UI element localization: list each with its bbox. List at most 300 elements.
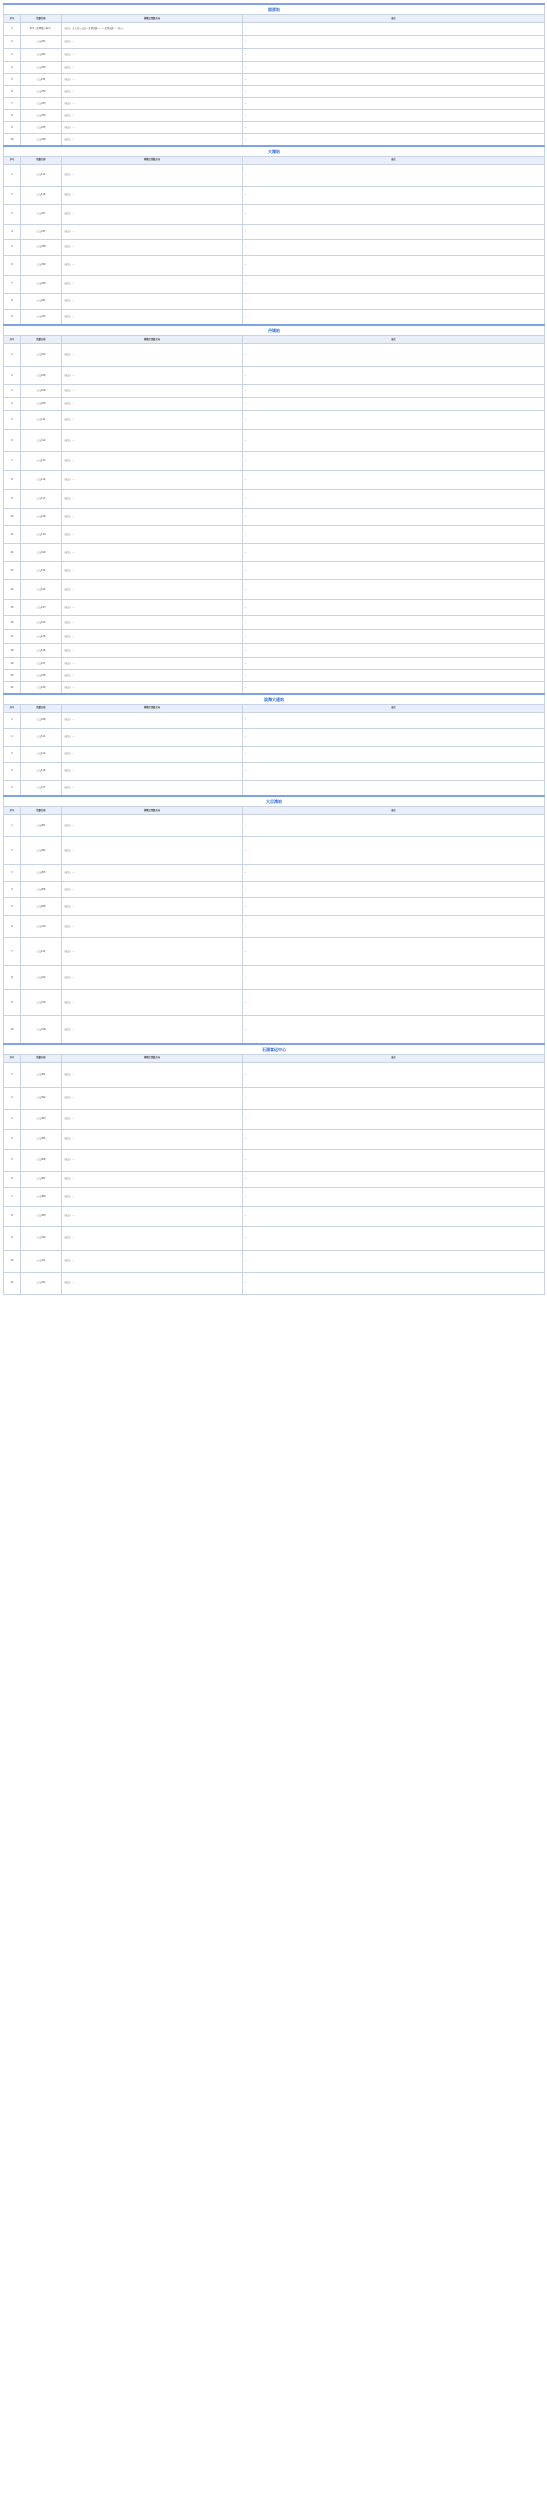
line-route: （起点）… <box>62 966 243 990</box>
line-notes: … <box>243 658 545 670</box>
column-header: 线路名称 <box>21 156 62 164</box>
table-row <box>4 865 545 882</box>
line-notes: … <box>243 509 545 526</box>
table-row <box>4 728 545 746</box>
line-route: （起点）… <box>62 293 243 309</box>
column-header: 备注 <box>243 156 545 164</box>
section-header-row <box>4 325 545 336</box>
column-header: 线路名称 <box>21 807 62 815</box>
line-name: 公交222 <box>21 49 62 62</box>
row-number: 2 <box>4 837 21 865</box>
table-row <box>4 762 545 780</box>
line-name: 公交125 <box>21 630 62 644</box>
line-notes: … <box>243 1187 545 1206</box>
line-route: （起点）… <box>62 526 243 544</box>
line-name: 公交241 <box>21 293 62 309</box>
line-name: 公交302 <box>21 1087 62 1109</box>
line-route: （起点）… <box>62 186 243 204</box>
line-notes: … <box>243 98 545 110</box>
line-route: （起点）… <box>62 616 243 630</box>
table-row <box>4 430 545 452</box>
line-name: 公交112 <box>21 430 62 452</box>
row-number: 1 <box>4 23 21 36</box>
line-notes: … <box>243 616 545 630</box>
table-row <box>4 411 545 430</box>
row-number: 5 <box>4 898 21 916</box>
row-number: 13 <box>4 562 21 580</box>
line-notes: … <box>243 490 545 509</box>
line-route: （起点）… <box>62 815 243 837</box>
row-number: 8 <box>4 293 21 309</box>
row-number: 17 <box>4 630 21 644</box>
table-row <box>4 1062 545 1087</box>
line-name: 公交201 <box>21 815 62 837</box>
line-notes: … <box>243 966 545 990</box>
route-adjustment-document <box>3 3 544 1295</box>
line-route: （起点）… <box>62 110 243 122</box>
line-route: （起点）… <box>62 224 243 239</box>
line-notes: … <box>243 600 545 616</box>
table-row <box>4 815 545 837</box>
route-table <box>3 3 545 1295</box>
row-number: 4 <box>4 882 21 898</box>
line-notes: … <box>243 670 545 682</box>
line-route: （起点）… <box>62 74 243 86</box>
line-name: 公交114 <box>21 471 62 490</box>
line-notes: … <box>243 938 545 966</box>
line-notes: … <box>243 682 545 694</box>
table-row <box>4 1087 545 1109</box>
line-route: （起点）… <box>62 86 243 98</box>
line-route: （起点）… <box>62 36 243 49</box>
line-route: （起点）… <box>62 134 243 146</box>
table-row <box>4 682 545 694</box>
row-number: 18 <box>4 644 21 658</box>
table-row <box>4 780 545 796</box>
line-notes: … <box>243 452 545 471</box>
row-number: 19 <box>4 658 21 670</box>
section-title: 大目湾站 <box>4 796 545 807</box>
row-number: 4 <box>4 762 21 780</box>
line-name: 公交301 <box>21 1062 62 1087</box>
column-header: 序号 <box>4 336 21 344</box>
column-header-row <box>4 1054 545 1062</box>
line-name: 221（原调整后221） <box>21 23 62 36</box>
line-name: 公交311 <box>21 1250 62 1272</box>
line-route: （起点）… <box>62 1016 243 1044</box>
line-notes: … <box>243 1206 545 1226</box>
section-title: 滨海大道站 <box>4 694 545 705</box>
row-number: 2 <box>4 728 21 746</box>
line-route: （起点）… <box>62 1109 243 1129</box>
line-name: 公交106 <box>21 712 62 728</box>
row-number: 11 <box>4 1272 21 1294</box>
row-number: 8 <box>4 1206 21 1226</box>
column-header: 线路名称 <box>21 1054 62 1062</box>
line-route: （起点）… <box>62 62 243 74</box>
line-name: 公交116 <box>21 186 62 204</box>
line-notes: … <box>243 367 545 385</box>
line-name: 公交214 <box>21 966 62 990</box>
table-row <box>4 644 545 658</box>
line-name: 公交127 <box>21 658 62 670</box>
line-route: （起点）… <box>62 452 243 471</box>
line-name: 公交212 <box>21 938 62 966</box>
line-route: （起点）火车站公交站—北塘北路—…—北塘南路…（终点） <box>62 23 243 36</box>
line-name: 公交126 <box>21 644 62 658</box>
line-route: （起点）… <box>62 837 243 865</box>
line-route: （起点）… <box>62 630 243 644</box>
section-title: 固原站 <box>4 4 545 15</box>
line-notes: … <box>243 882 545 898</box>
line-name: 公交117 <box>21 780 62 796</box>
section-header-row <box>4 4 545 15</box>
line-name: 公交202 <box>21 837 62 865</box>
row-number: 1 <box>4 815 21 837</box>
line-notes: … <box>243 1109 545 1129</box>
line-route: （起点）… <box>62 1129 243 1149</box>
line-notes: … <box>243 74 545 86</box>
table-row <box>4 616 545 630</box>
line-name: 公交117 <box>21 490 62 509</box>
row-number: 10 <box>4 134 21 146</box>
line-notes: … <box>243 385 545 398</box>
line-notes: … <box>243 865 545 882</box>
line-route: （起点）… <box>62 938 243 966</box>
column-header: 序号 <box>4 156 21 164</box>
row-number: 9 <box>4 490 21 509</box>
table-row <box>4 509 545 526</box>
column-header: 调整后线路走向 <box>62 1054 243 1062</box>
table-row <box>4 544 545 562</box>
line-name: 公交305 <box>21 1129 62 1149</box>
table-row <box>4 398 545 411</box>
line-route: （起点）… <box>62 344 243 367</box>
line-notes: … <box>243 36 545 49</box>
line-route: （起点）… <box>62 544 243 562</box>
line-route: （起点）… <box>62 255 243 275</box>
table-row <box>4 1250 545 1272</box>
line-name: 公交109 <box>21 398 62 411</box>
column-header: 备注 <box>243 704 545 712</box>
table-row <box>4 36 545 49</box>
line-notes: … <box>243 309 545 325</box>
row-number: 5 <box>4 1149 21 1171</box>
line-route: （起点）… <box>62 1272 243 1294</box>
line-notes: … <box>243 1226 545 1250</box>
line-route: （起点）… <box>62 682 243 694</box>
table-row <box>4 580 545 600</box>
line-notes: … <box>243 62 545 74</box>
line-name: 公交303 <box>21 1109 62 1129</box>
table-row <box>4 309 545 325</box>
column-header-row <box>4 15 545 23</box>
line-name: 公交233 <box>21 98 62 110</box>
column-header: 线路名称 <box>21 336 62 344</box>
column-header-row <box>4 156 545 164</box>
table-row <box>4 186 545 204</box>
column-header: 调整后线路走向 <box>62 704 243 712</box>
table-row <box>4 293 545 309</box>
row-number: 6 <box>4 1171 21 1187</box>
table-row <box>4 98 545 110</box>
row-number: 7 <box>4 1187 21 1206</box>
line-notes: … <box>243 239 545 255</box>
column-header: 序号 <box>4 704 21 712</box>
line-name: 公交218 <box>21 1016 62 1044</box>
line-route: （起点）… <box>62 658 243 670</box>
line-route: （起点）… <box>62 1149 243 1171</box>
line-notes: … <box>243 562 545 580</box>
table-row <box>4 837 545 865</box>
table-row <box>4 1272 545 1294</box>
row-number: 7 <box>4 98 21 110</box>
line-name: 公交312 <box>21 1272 62 1294</box>
line-notes: … <box>243 186 545 204</box>
line-name: 公交310 <box>21 1226 62 1250</box>
table-row <box>4 490 545 509</box>
row-number: 2 <box>4 367 21 385</box>
line-notes: … <box>243 780 545 796</box>
line-name: 公交124 <box>21 616 62 630</box>
row-number: 3 <box>4 746 21 762</box>
section-header-row <box>4 694 545 705</box>
line-notes: … <box>243 916 545 938</box>
table-row <box>4 204 545 224</box>
line-route: （起点）… <box>62 204 243 224</box>
line-route: （起点）… <box>62 1087 243 1109</box>
line-notes: … <box>243 224 545 239</box>
line-notes: … <box>243 580 545 600</box>
row-number: 2 <box>4 36 21 49</box>
table-row <box>4 966 545 990</box>
line-route: （起点）… <box>62 490 243 509</box>
line-route: （起点）… <box>62 644 243 658</box>
line-route: （起点）… <box>62 398 243 411</box>
line-notes: … <box>243 134 545 146</box>
row-number: 6 <box>4 255 21 275</box>
line-notes: … <box>243 411 545 430</box>
row-number: 16 <box>4 616 21 630</box>
row-number: 5 <box>4 239 21 255</box>
line-name: 公交308 <box>21 1187 62 1206</box>
line-notes: … <box>243 990 545 1016</box>
row-number: 20 <box>4 670 21 682</box>
line-route: （起点）… <box>62 580 243 600</box>
line-notes: … <box>243 544 545 562</box>
line-name: 公交243 <box>21 309 62 325</box>
line-notes: … <box>243 110 545 122</box>
row-number: 14 <box>4 580 21 600</box>
line-notes: … <box>243 644 545 658</box>
row-number: 10 <box>4 509 21 526</box>
line-name: 公交122 <box>21 580 62 600</box>
line-route: （起点）… <box>62 865 243 882</box>
column-header: 序号 <box>4 15 21 23</box>
section-header-row <box>4 796 545 807</box>
line-name: 公交121 <box>21 562 62 580</box>
line-notes: … <box>243 1250 545 1272</box>
line-notes: … <box>243 122 545 134</box>
column-header-row <box>4 336 545 344</box>
row-number: 3 <box>4 1109 21 1129</box>
row-number: 8 <box>4 471 21 490</box>
line-name: 公交120 <box>21 544 62 562</box>
line-route: （起点）… <box>62 780 243 796</box>
section-header-row <box>4 1044 545 1055</box>
line-name: 公交116 <box>21 762 62 780</box>
row-number: 5 <box>4 411 21 430</box>
line-route: （起点）… <box>62 122 243 134</box>
table-row <box>4 670 545 682</box>
table-row <box>4 367 545 385</box>
line-route: （起点）… <box>62 562 243 580</box>
table-row <box>4 471 545 490</box>
line-name: 公交205 <box>21 865 62 882</box>
section-header-row <box>4 146 545 157</box>
table-row <box>4 916 545 938</box>
line-route: （起点）… <box>62 670 243 682</box>
line-route: （起点）… <box>62 898 243 916</box>
line-route: （起点）… <box>62 1250 243 1272</box>
table-row <box>4 1109 545 1129</box>
row-number: 8 <box>4 966 21 990</box>
table-row <box>4 882 545 898</box>
column-header-row <box>4 807 545 815</box>
row-number: 3 <box>4 865 21 882</box>
table-row <box>4 344 545 367</box>
table-row <box>4 898 545 916</box>
column-header: 备注 <box>243 336 545 344</box>
line-notes: … <box>243 1272 545 1294</box>
line-name: 公交108 <box>21 385 62 398</box>
line-name: 公交111 <box>21 411 62 430</box>
section-title: 丹城站 <box>4 325 545 336</box>
line-name: 公交216 <box>21 990 62 1016</box>
line-notes: … <box>243 1171 545 1187</box>
line-name: 公交240 <box>21 275 62 293</box>
row-number: 1 <box>4 344 21 367</box>
line-route: （起点）… <box>62 239 243 255</box>
row-number: 2 <box>4 1087 21 1109</box>
line-name: 公交114 <box>21 164 62 186</box>
line-name: 公交106 <box>21 367 62 385</box>
column-header: 调整后线路走向 <box>62 15 243 23</box>
table-row <box>4 990 545 1016</box>
line-route: （起点）… <box>62 762 243 780</box>
line-route: （起点）… <box>62 164 243 186</box>
table-row <box>4 1016 545 1044</box>
row-number: 3 <box>4 204 21 224</box>
line-name: 公交111 <box>21 728 62 746</box>
table-row <box>4 1226 545 1250</box>
line-name: 公交239 <box>21 255 62 275</box>
section-title: 大湖站 <box>4 146 545 157</box>
row-number: 11 <box>4 526 21 544</box>
line-notes: … <box>243 1062 545 1087</box>
line-route: （起点）… <box>62 712 243 728</box>
table-row <box>4 562 545 580</box>
line-notes: … <box>243 526 545 544</box>
column-header: 线路名称 <box>21 15 62 23</box>
table-row <box>4 164 545 186</box>
line-route: （起点）… <box>62 728 243 746</box>
section-title: 石浦客运中心 <box>4 1044 545 1055</box>
column-header: 调整后线路走向 <box>62 336 243 344</box>
line-route: （起点）… <box>62 990 243 1016</box>
line-name: 公交119 <box>21 526 62 544</box>
line-route: （起点）… <box>62 411 243 430</box>
line-notes: … <box>243 23 545 36</box>
line-route: （起点）… <box>62 275 243 293</box>
row-number: 1 <box>4 1062 21 1087</box>
line-name: 公交234 <box>21 110 62 122</box>
column-header: 备注 <box>243 15 545 23</box>
line-name: 公交238 <box>21 239 62 255</box>
column-header: 备注 <box>243 1054 545 1062</box>
table-row <box>4 275 545 293</box>
table-row <box>4 712 545 728</box>
table-row <box>4 1149 545 1171</box>
line-name: 公交306 <box>21 1149 62 1171</box>
line-name: 公交235 <box>21 122 62 134</box>
row-number: 3 <box>4 49 21 62</box>
line-notes: … <box>243 746 545 762</box>
row-number: 3 <box>4 385 21 398</box>
line-name: 公交236 <box>21 134 62 146</box>
row-number: 4 <box>4 1129 21 1149</box>
line-route: （起点）… <box>62 1187 243 1206</box>
table-row <box>4 1129 545 1149</box>
line-notes: … <box>243 728 545 746</box>
column-header-row <box>4 704 545 712</box>
row-number: 10 <box>4 1016 21 1044</box>
line-route: （起点）… <box>62 600 243 616</box>
line-name: 公交237 <box>21 224 62 239</box>
column-header: 备注 <box>243 807 545 815</box>
line-notes: … <box>243 204 545 224</box>
line-name: 公交210 <box>21 916 62 938</box>
line-name: 公交309 <box>21 1206 62 1226</box>
line-notes: … <box>243 164 545 186</box>
line-notes: … <box>243 275 545 293</box>
table-row <box>4 1206 545 1226</box>
line-notes: … <box>243 712 545 728</box>
row-number: 21 <box>4 682 21 694</box>
column-header: 调整后线路走向 <box>62 156 243 164</box>
column-header: 线路名称 <box>21 704 62 712</box>
line-route: （起点）… <box>62 1062 243 1087</box>
table-row <box>4 23 545 36</box>
table-row <box>4 74 545 86</box>
row-number: 5 <box>4 780 21 796</box>
line-route: （起点）… <box>62 916 243 938</box>
table-row <box>4 452 545 471</box>
table-row <box>4 385 545 398</box>
row-number: 6 <box>4 916 21 938</box>
table-row <box>4 658 545 670</box>
table-row <box>4 600 545 616</box>
row-number: 4 <box>4 398 21 411</box>
line-notes: … <box>243 815 545 837</box>
table-row <box>4 1187 545 1206</box>
row-number: 7 <box>4 275 21 293</box>
line-name: 公交206 <box>21 882 62 898</box>
line-name: 公交123 <box>21 600 62 616</box>
line-name: 公交230 <box>21 62 62 74</box>
row-number: 4 <box>4 224 21 239</box>
line-notes: … <box>243 1087 545 1109</box>
